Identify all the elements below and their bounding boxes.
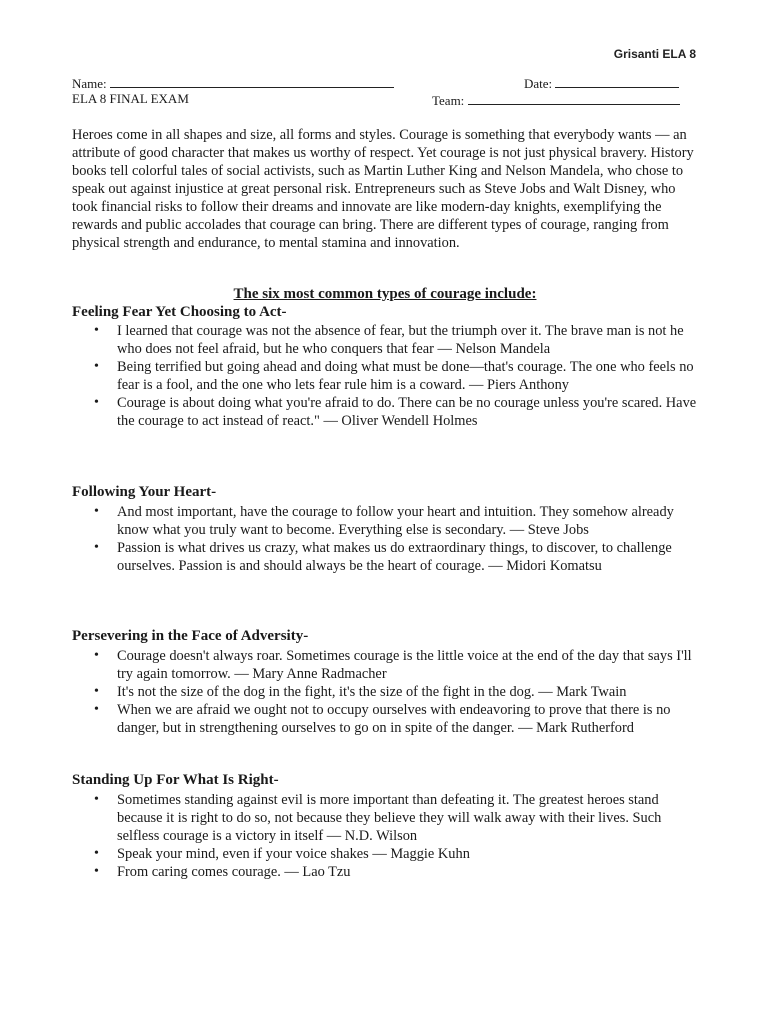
team-label: Team: — [432, 93, 468, 108]
bullet-icon: • — [94, 359, 99, 374]
bullet-icon: • — [94, 684, 99, 699]
intro-paragraph: Heroes come in all shapes and size, all forms and styles. Courage is something that everybody wants — an attribute of good character that makes us worthy of respect. Yet courage is not just physical bravery. History books tell colorful tales of social activists, such as Martin Luther King and Nelson Mandela, who chose to speak out against injustice at great personal risk. Entrepreneurs such as Steve Jobs and Walt Disney, who took financial risks to follow their dreams and innovate are like modern-day knights, exemplifying the rewards and public accolades that courage can bring. There are different types of courage, ranging from physical strength and endurance, to mental stamina and innovation. — [72, 127, 694, 251]
name-label: Name: — [72, 76, 110, 91]
team-line — [432, 91, 680, 109]
bullet-icon: • — [94, 504, 99, 519]
quote-text: And most important, have the courage to follow your heart and intuition. They somehow already know what you truly want to become. Everything else is secondary. — Steve Jobs — [117, 504, 674, 538]
section-heading-heart: Following Your Heart- — [72, 484, 217, 500]
bullet-icon: • — [94, 846, 99, 861]
list-item — [72, 701, 698, 737]
exam-title: ELA 8 FINAL EXAM — [72, 91, 189, 106]
date-label: Date: — [524, 76, 556, 91]
bullet-icon: • — [94, 702, 99, 717]
quote-text: Courage doesn't always roar. Sometimes courage is the little voice at the end of the day that says I'll try again tomorrow. — Mary Anne Radmacher — [117, 648, 692, 682]
quote-text: When we are afraid we ought not to occupy ourselves with endeavoring to prove that there is no danger, but in strengthening ourselves to go on in spite of the danger. — Mark Rutherford — [117, 702, 671, 736]
header-row-1 — [72, 74, 694, 92]
quote-list-right — [72, 791, 698, 881]
quote-text: Speak your mind, even if your voice shakes — Maggie Kuhn — [117, 846, 470, 862]
header-row-2 — [72, 91, 694, 109]
list-item — [72, 539, 698, 575]
name-blank[interactable] — [110, 74, 394, 88]
quote-list-adversity — [72, 647, 698, 737]
bullet-icon: • — [94, 792, 99, 807]
list-item — [72, 358, 698, 394]
bullet-icon: • — [94, 395, 99, 410]
list-item — [72, 647, 698, 683]
types-title: The six most common types of courage include: — [233, 286, 537, 302]
quote-text: I learned that courage was not the absence of fear, but the triumph over it. The brave man is not he who does not feel afraid, but he who conquers that fear — Nelson Mandela — [117, 323, 684, 357]
name-line — [72, 74, 394, 92]
date-blank[interactable] — [555, 74, 679, 88]
section-heading-right: Standing Up For What Is Right- — [72, 772, 279, 788]
bullet-icon: • — [94, 648, 99, 663]
section-heading-fear: Feeling Fear Yet Choosing to Act- — [72, 304, 287, 320]
quote-list-fear — [72, 322, 698, 430]
list-item — [72, 503, 698, 539]
quote-text: Passion is what drives us crazy, what makes us do extraordinary things, to discover, to challenge ourselves. Passion is and should always be the heart of courage. — Midori Komatsu — [117, 540, 672, 574]
list-item — [72, 845, 698, 863]
quote-list-heart — [72, 503, 698, 575]
bullet-icon: • — [94, 864, 99, 879]
quote-text: Courage is about doing what you're afraid to do. There can be no courage unless you're scared. Have the courage to act instead of react." — Oliver Wendell Holmes — [117, 395, 697, 429]
quote-text: Sometimes standing against evil is more important than defeating it. The greatest heroes stand because it is right to do so, not because they believe they will walk away with their lives. Such selfless courage is a victory in itself — N.D. Wilson — [117, 792, 662, 844]
bullet-icon: • — [94, 323, 99, 338]
section-heading-adversity: Persevering in the Face of Adversity- — [72, 628, 309, 644]
bullet-icon: • — [94, 540, 99, 555]
list-item — [72, 683, 698, 701]
quote-text: From caring comes courage. — Lao Tzu — [117, 864, 351, 880]
quote-text: It's not the size of the dog in the fight, it's the size of the fight in the dog. — Mark Twain — [117, 684, 627, 700]
date-line — [524, 74, 679, 92]
team-blank[interactable] — [468, 91, 680, 105]
quote-text: Being terrified but going ahead and doing what must be done—that's courage. The one who feels no fear is a fool, and the one who lets fear rule him is a coward. — Piers Anthony — [117, 359, 694, 393]
list-item — [72, 394, 698, 430]
list-item — [72, 322, 698, 358]
course-label: Grisanti ELA 8 — [613, 47, 696, 61]
list-item — [72, 791, 698, 845]
list-item — [72, 863, 698, 881]
